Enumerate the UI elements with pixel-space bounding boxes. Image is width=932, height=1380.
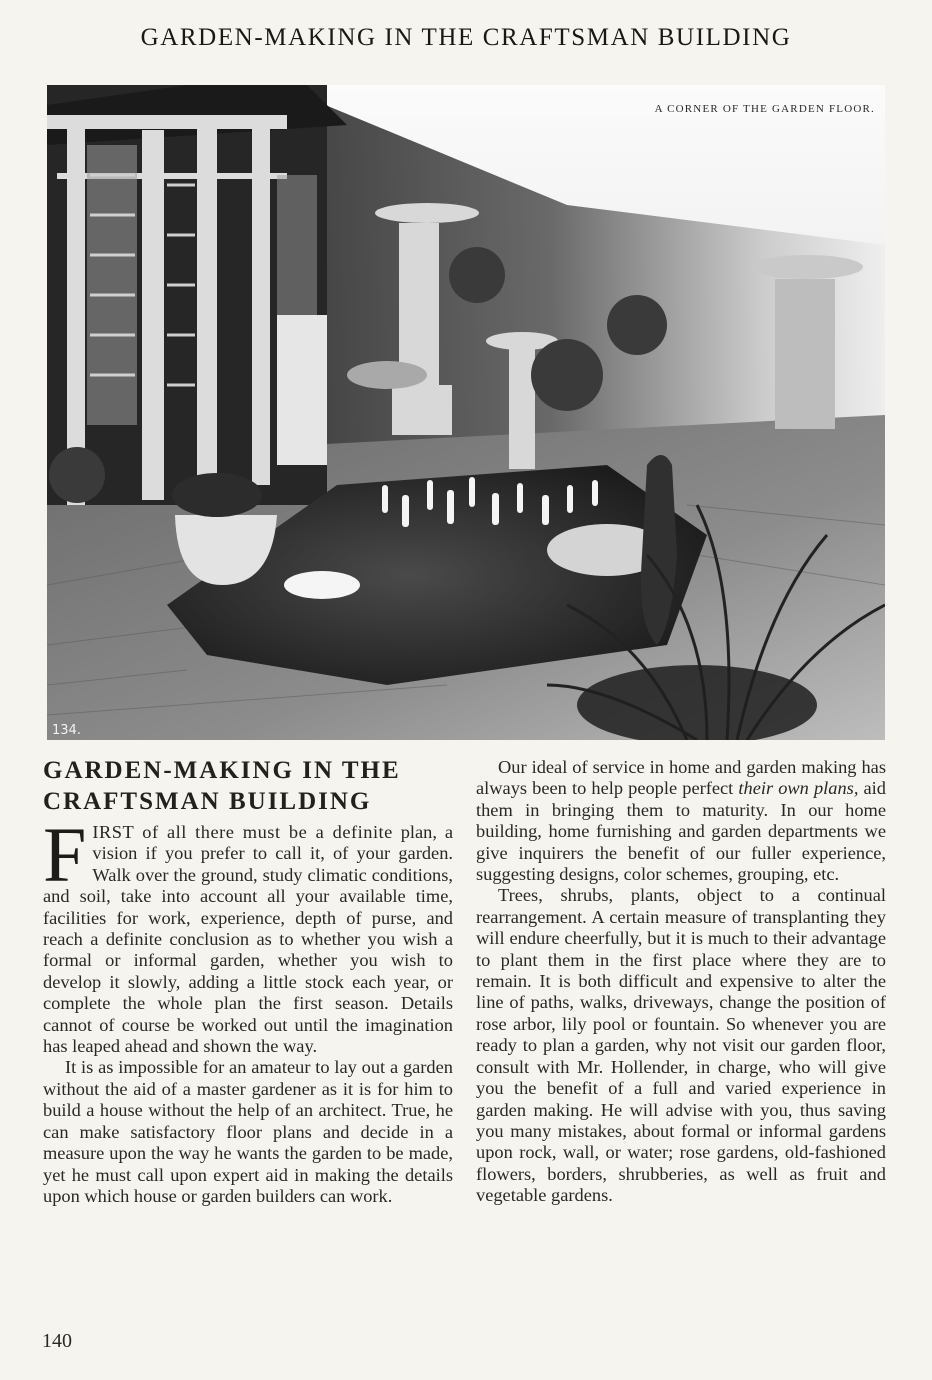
paragraph-1-text: plan, a vision if you prefer to call it, of your garden. Walk over the ground, study climatic conditions, and soil, take into account all your available time, facilities for work, experience, depth of purse, and reach a definite conclusion as to whether you wish a formal or informal garden, whether you wish to develop it slowly, adding a little stock each year, or complete the whole plan the first season. Details cannot of course be worked out until the imagination has leaped ahead and shown the way. [43, 822, 453, 1057]
drop-cap: F [43, 811, 87, 898]
running-head: GARDEN-MAKING IN THE CRAFTSMAN BUILDING [140, 24, 792, 51]
plate-number: 134. [52, 723, 81, 738]
article-title [43, 755, 453, 817]
garden-photograph [47, 85, 885, 740]
article-title-line-1: GARDEN-MAKING IN THE [43, 757, 401, 784]
photo-plate [47, 85, 885, 740]
paragraph-1 [43, 811, 453, 1057]
article-title-line-2: CRAFTSMAN BUILDING [43, 788, 372, 815]
paragraph-3-start: Our ideal of service in home and garden making has always been to help people perfect [476, 757, 886, 799]
page-number: 140 [42, 1330, 72, 1352]
paragraph-3-end: aid them in bringing them to maturity. In our home building, home furnishing and garden departments we give inquirers the benefit of our fuller experience, suggesting designs, color schemes, grouping, etc. [476, 778, 886, 885]
paragraph-4: Trees, shrubs, plants, object to a continual rearrangement. A certain measure of transplanting they will endure cheerfully, but it is much to their advantage to plant them in the first place where they are to remain. It is both difficult and expensive to alter the line of paths, walks, driveways, change the position of rose arbor, lily pool or fountain. So whenever you are ready to plan a garden, why not visit our garden floor, consult with Mr. Hollender, in charge, who will give you the benefit of a full and varied experience in garden making. He will advise with you, thus saving you many mistakes, about formal or informal gardens upon rock, wall, or water; rose gardens, old-fashioned flowers, borders, shrubberies, as well as fruit and vegetable gardens. [476, 885, 886, 1206]
right-column [476, 757, 886, 1207]
photo-caption: A CORNER OF THE GARDEN FLOOR. [654, 103, 875, 115]
left-column [43, 755, 453, 1207]
paragraph-1-lead: IRST of all there must be a definite [92, 822, 393, 842]
paragraph-3-emphasis: their own plans, [738, 778, 859, 799]
paragraph-3 [476, 757, 886, 885]
paragraph-2: It is as impossible for an amateur to lay out a garden without the aid of a master gardener as it is for him to build a house without the help of an architect. True, he can make satisfactory floor plans and decide in a measure upon the way he wants the garden to be made, yet he must call upon expert aid in making the details upon which house or garden builders can work. [43, 1057, 453, 1206]
